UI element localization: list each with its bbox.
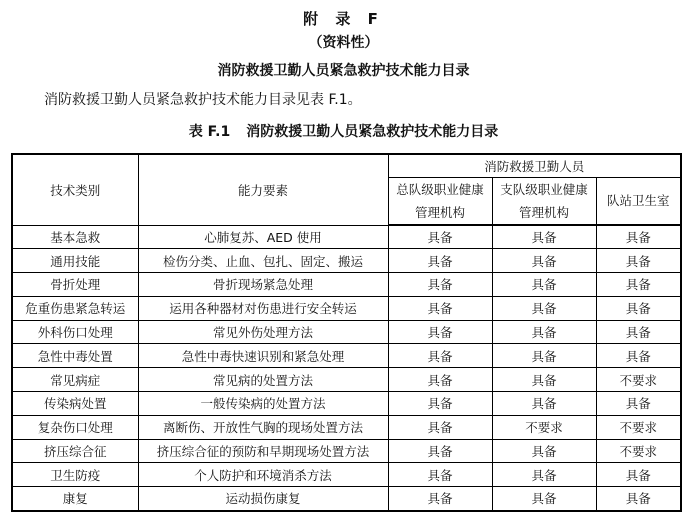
cell-col-b: 具备 (492, 392, 596, 416)
cell-category: 复杂伤口处理 (12, 415, 138, 439)
cell-ability: 常见病的处置方法 (138, 368, 388, 392)
table-caption (0, 121, 687, 141)
cell-col-c: 具备 (596, 320, 681, 344)
cell-ability: 检伤分类、止血、包扎、固定、搬运 (138, 249, 388, 273)
table-row (12, 273, 681, 297)
cell-ability: 挤压综合征的预防和早期现场处置方法 (138, 439, 388, 463)
cell-category: 基本急救 (12, 225, 138, 249)
header-col-c: 队站卫生室 (596, 177, 681, 225)
cell-category: 康复 (12, 487, 138, 511)
cell-col-a: 具备 (388, 415, 492, 439)
cell-ability: 运动损伤康复 (138, 487, 388, 511)
ability-table (11, 153, 682, 512)
cell-col-b: 具备 (492, 273, 596, 297)
table-row (12, 368, 681, 392)
header-ability: 能力要素 (138, 154, 388, 225)
cell-category: 急性中毒处置 (12, 344, 138, 368)
cell-col-a: 具备 (388, 249, 492, 273)
table-row (12, 249, 681, 273)
intro-paragraph: 消防救援卫勤人员紧急救护技术能力目录见表 F.1。 (44, 92, 362, 108)
cell-col-b: 具备 (492, 344, 596, 368)
cell-ability: 急性中毒快速识别和紧急处理 (138, 344, 388, 368)
cell-col-c: 具备 (596, 463, 681, 487)
cell-col-a: 具备 (388, 273, 492, 297)
cell-col-a: 具备 (388, 225, 492, 249)
table-caption-title: 消防救援卫勤人员紧急救护技术能力目录 (246, 124, 499, 140)
cell-col-c: 不要求 (596, 368, 681, 392)
cell-col-b: 具备 (492, 463, 596, 487)
cell-category: 卫生防疫 (12, 463, 138, 487)
cell-col-b: 具备 (492, 320, 596, 344)
cell-col-a: 具备 (388, 463, 492, 487)
cell-col-a: 具备 (388, 439, 492, 463)
cell-col-b: 具备 (492, 225, 596, 249)
table-row (12, 439, 681, 463)
cell-category: 通用技能 (12, 249, 138, 273)
table-body (12, 225, 681, 511)
table-row (12, 463, 681, 487)
appendix-title: 附 录 F (303, 10, 384, 28)
table-row (12, 392, 681, 416)
header-col-b: 支队级职业健康管理机构 (492, 177, 596, 225)
cell-col-b: 具备 (492, 296, 596, 320)
cell-col-c: 不要求 (596, 415, 681, 439)
cell-category: 骨折处理 (12, 273, 138, 297)
cell-col-a: 具备 (388, 392, 492, 416)
cell-ability: 骨折现场紧急处理 (138, 273, 388, 297)
cell-ability: 离断伤、开放性气胸的现场处置方法 (138, 415, 388, 439)
table-row (12, 320, 681, 344)
table-row (12, 487, 681, 511)
table-row (12, 344, 681, 368)
cell-col-b: 具备 (492, 439, 596, 463)
cell-category: 常见病症 (12, 368, 138, 392)
cell-ability: 常见外伤处理方法 (138, 320, 388, 344)
cell-ability: 运用各种器材对伤患进行安全转运 (138, 296, 388, 320)
cell-col-a: 具备 (388, 320, 492, 344)
cell-col-a: 具备 (388, 368, 492, 392)
cell-col-b: 具备 (492, 368, 596, 392)
cell-col-a: 具备 (388, 296, 492, 320)
table-row (12, 296, 681, 320)
cell-ability: 个人防护和环境消杀方法 (138, 463, 388, 487)
cell-col-c: 具备 (596, 392, 681, 416)
cell-col-c: 不要求 (596, 439, 681, 463)
table-caption-number: 表 F.1 (188, 124, 231, 140)
cell-category: 传染病处置 (12, 392, 138, 416)
header-category: 技术类别 (12, 154, 138, 225)
table-row (12, 415, 681, 439)
cell-col-c: 具备 (596, 273, 681, 297)
cell-col-c: 具备 (596, 296, 681, 320)
cell-col-c: 具备 (596, 487, 681, 511)
cell-col-a: 具备 (388, 344, 492, 368)
cell-ability: 一般传染病的处置方法 (138, 392, 388, 416)
header-group: 消防救援卫勤人员 (388, 154, 681, 177)
cell-category: 危重伤患紧急转运 (12, 296, 138, 320)
appendix-subtitle: （资料性） (308, 35, 379, 51)
cell-col-b: 具备 (492, 487, 596, 511)
cell-col-b: 具备 (492, 249, 596, 273)
cell-col-a: 具备 (388, 487, 492, 511)
header-col-a: 总队级职业健康管理机构 (388, 177, 492, 225)
cell-col-b: 不要求 (492, 415, 596, 439)
cell-col-c: 具备 (596, 249, 681, 273)
cell-ability: 心肺复苏、AED 使用 (138, 225, 388, 249)
section-title: 消防救援卫勤人员紧急救护技术能力目录 (217, 63, 470, 79)
cell-category: 外科伤口处理 (12, 320, 138, 344)
table-row (12, 225, 681, 249)
cell-col-c: 具备 (596, 344, 681, 368)
cell-col-c: 具备 (596, 225, 681, 249)
cell-category: 挤压综合征 (12, 439, 138, 463)
